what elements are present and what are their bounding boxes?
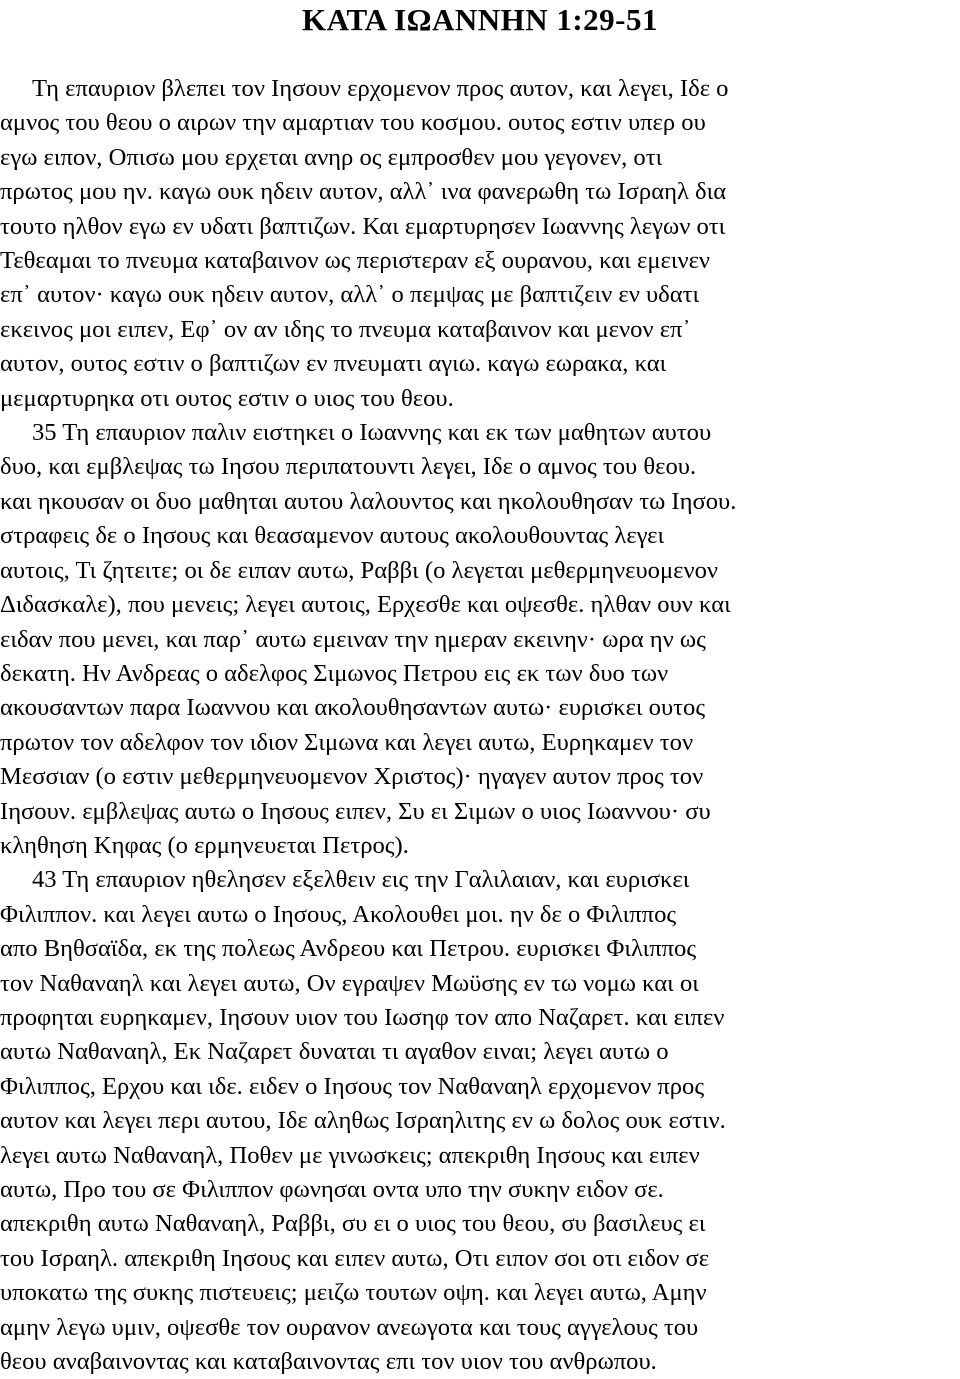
text-line: πρωτον τον αδελφον τον ιδιον Σιμωνα και λεγει αυτω, Ευρηκαμεν τον [0, 728, 694, 756]
text-line: αμνος του θεου ο αιρων την αμαρτιαν του κοσμου. ουτος εστιν υπερ ου [0, 109, 706, 137]
text-line: απεκριθη αυτω Ναθαναηλ, Ραββι, συ ει ο υιος του θεου, συ βασιλευς ει [0, 1210, 706, 1238]
text-line: απο Βηθσαϊδα, εκ της πολεως Ανδρεου και Πετρου. ευρισκει Φιλιππος [0, 935, 697, 963]
text-line: αυτω, Προ του σε Φιλιππον φωνησαι οντα υπο την συκην ειδον σε. [0, 1176, 664, 1203]
text-line: θεου αναβαινοντας και καταβαινοντας επι τον υιον του ανθρωπου. [0, 1348, 657, 1376]
text-line: Τη επαυριον βλεπει τον Ιησουν ερχομενον προς αυτον, και λεγει, Ιδε ο [32, 75, 729, 102]
text-line: πρωτος μου ην. καγω ουκ ηδειν αυτον, αλλ᾽ ινα φανερωθη τω Ισραηλ δια [0, 178, 727, 206]
text-line: κληθηση Κηφας (ο ερμηνευεται Πετρος). [0, 831, 409, 859]
text-line: δυο, και εμβλεψας τω Ιησου περιπατουντι λεγει, Ιδε ο αμνος του θεου. [0, 453, 697, 481]
page-title: ΚΑΤΑ ΙΩΑΝΝΗΝ 1:29-51 [301, 2, 659, 37]
body-text [0, 72, 960, 1379]
text-line: Ιησουν. εμβλεψας αυτω ο Ιησους ειπεν, Συ ει Σιμων ο υιος Ιωαννου· συ [0, 797, 711, 825]
text-line: επ᾽ αυτον· καγω ουκ ηδειν αυτον, αλλ᾽ ο πεμψας με βαπτιζειν εν υδατι [0, 281, 700, 309]
text-line: μεμαρτυρηκα οτι ουτος εστιν ο υιος του θεου. [0, 384, 454, 412]
text-line: και ηκουσαν οι δυο μαθηται αυτου λαλουντος και ηκολουθησαν τω Ιησου. [0, 487, 737, 515]
text-line: αυτοις, Τι ζητειτε; οι δε ειπαν αυτω, Ραββι (ο λεγεται μεθερμηνευομενον [0, 556, 719, 584]
text-line: υποκατω της συκης πιστευεις; μειζω τουτων οψη. και λεγει αυτω, Αμην [0, 1279, 707, 1307]
text-line: 43 Τη επαυριον ηθελησεν εξελθειν εις την Γαλιλαιαν, και ευρισκει [32, 866, 690, 894]
text-line: Φιλιππος, Ερχου και ιδε. ειδεν ο Ιησους τον Ναθαναηλ ερχομενον προς [0, 1072, 705, 1100]
text-line: του Ισραηλ. απεκριθη Ιησους και ειπεν αυτω, Οτι ειπον σοι οτι ειδον σε [0, 1244, 710, 1272]
text-line: αμην λεγω υμιν, οψεσθε τον ουρανον ανεωγοτα και τους αγγελους του [0, 1313, 699, 1341]
text-line: στραφεις δε ο Ιησους και θεασαμενον αυτους ακολουθουντας λεγει [0, 522, 665, 550]
text-line: 35 Τη επαυριον παλιν ειστηκει ο Ιωαννης και εκ των μαθητων αυτου [32, 419, 712, 447]
text-line: δεκατη. Ην Ανδρεας ο αδελφος Σιμωνος Πετρου εις εκ των δυο των [0, 659, 669, 687]
text-line: τουτο ηλθον εγω εν υδατι βαπτιζων. Και εμαρτυρησεν Ιωαννης λεγων οτι [0, 212, 726, 240]
text-line: ειδαν που μενει, και παρ᾽ αυτω εμειναν την ημεραν εκεινην· ωρα ην ως [0, 625, 706, 653]
text-line: προφηται ευρηκαμεν, Ιησουν υιον του Ιωσηφ τον απο Ναζαρετ. και ειπεν [0, 1003, 725, 1031]
text-line: εγω ειπον, Οπισω μου ερχεται ανηρ ος εμπροσθεν μου γεγονεν, οτι [0, 143, 663, 171]
text-line: εκεινος μοι ειπεν, Εφ᾽ ον αν ιδης το πνευμα καταβαινον και μενον επ᾽ [0, 315, 691, 343]
text-line: Φιλιππον. και λεγει αυτω ο Ιησους, Ακολουθει μοι. ην δε ο Φιλιππος [0, 900, 677, 928]
text-line: Μεσσιαν (ο εστιν μεθερμηνευομενον Χριστος)· ηγαγεν αυτον προς τον [0, 763, 704, 791]
text-line: αυτον και λεγει περι αυτου, Ιδε αληθως Ισραηλιτης εν ω δολος ουκ εστιν. [0, 1107, 726, 1135]
text-line: αυτον, ουτος εστιν ο βαπτιζων εν πνευματι αγιω. καγω εωρακα, και [0, 350, 667, 378]
text-line: Τεθεαμαι το πνευμα καταβαινον ως περιστεραν εξ ουρανου, και εμεινεν [0, 247, 711, 275]
text-line: ακουσαντων παρα Ιωαννου και ακολουθησαντων αυτω· ευρισκει ουτος [0, 694, 706, 722]
text-line: αυτω Ναθαναηλ, Εκ Ναζαρετ δυναται τι αγαθον ειναι; λεγει αυτω ο [0, 1038, 669, 1066]
text-line: Διδασκαλε), που μενεις; λεγει αυτοις, Ερχεσθε και οψεσθε. ηλθαν ουν και [0, 591, 731, 619]
text-line: λεγει αυτω Ναθαναηλ, Ποθεν με γινωσκεις; απεκριθη Ιησους και ειπεν [0, 1141, 700, 1169]
text-line: τον Ναθαναηλ και λεγει αυτω, Ον εγραψεν Μωϋσης εν τω νομω και οι [0, 969, 699, 997]
